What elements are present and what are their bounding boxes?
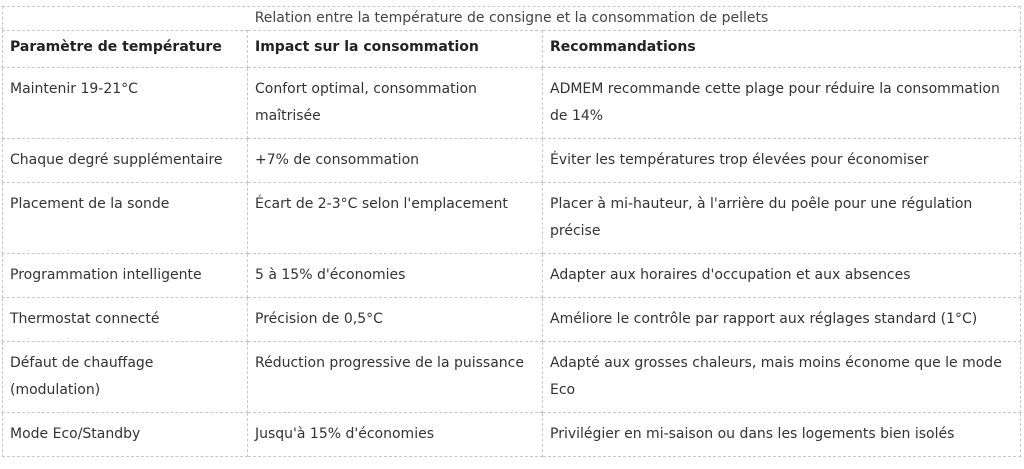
table-row bbox=[3, 342, 1021, 413]
cell-parametre: Programmation intelligente bbox=[3, 254, 248, 298]
header-recommandations: Recommandations bbox=[543, 31, 1021, 68]
header-impact: Impact sur la consommation bbox=[248, 31, 543, 68]
cell-impact: Écart de 2-3°C selon l'emplacement bbox=[248, 183, 543, 254]
table-row bbox=[3, 298, 1021, 342]
cell-impact: Jusqu'à 15% d'économies bbox=[248, 413, 543, 457]
cell-recommandation: Éviter les températures trop élevées pour économiser bbox=[543, 139, 1021, 183]
cell-impact: Précision de 0,5°C bbox=[248, 298, 543, 342]
header-row bbox=[3, 31, 1021, 68]
cell-parametre: Placement de la sonde bbox=[3, 183, 248, 254]
table-row bbox=[3, 413, 1021, 457]
cell-recommandation: Améliore le contrôle par rapport aux réglages standard (1°C) bbox=[543, 298, 1021, 342]
table-row bbox=[3, 68, 1021, 139]
cell-recommandation: Adapter aux horaires d'occupation et aux absences bbox=[543, 254, 1021, 298]
table-container bbox=[2, 6, 1020, 457]
cell-impact: 5 à 15% d'économies bbox=[248, 254, 543, 298]
header-parametre: Paramètre de température bbox=[3, 31, 248, 68]
data-table bbox=[2, 6, 1021, 457]
cell-impact: Réduction progressive de la puissance bbox=[248, 342, 543, 413]
cell-parametre: Maintenir 19-21°C bbox=[3, 68, 248, 139]
table-row bbox=[3, 183, 1021, 254]
cell-parametre: Chaque degré supplémentaire bbox=[3, 139, 248, 183]
cell-recommandation: Privilégier en mi-saison ou dans les logements bien isolés bbox=[543, 413, 1021, 457]
cell-parametre: Thermostat connecté bbox=[3, 298, 248, 342]
cell-parametre: Défaut de chauffage (modulation) bbox=[3, 342, 248, 413]
cell-recommandation: Placer à mi-hauteur, à l'arrière du poêle pour une régulation précise bbox=[543, 183, 1021, 254]
cell-recommandation: Adapté aux grosses chaleurs, mais moins économe que le mode Eco bbox=[543, 342, 1021, 413]
table-row bbox=[3, 254, 1021, 298]
cell-impact: +7% de consommation bbox=[248, 139, 543, 183]
table-row bbox=[3, 139, 1021, 183]
table-caption: Relation entre la température de consigne et la consommation de pellets bbox=[2, 6, 1021, 30]
cell-recommandation: ADMEM recommande cette plage pour réduire la consommation de 14% bbox=[543, 68, 1021, 139]
cell-parametre: Mode Eco/Standby bbox=[3, 413, 248, 457]
cell-impact: Confort optimal, consommation maîtrisée bbox=[248, 68, 543, 139]
